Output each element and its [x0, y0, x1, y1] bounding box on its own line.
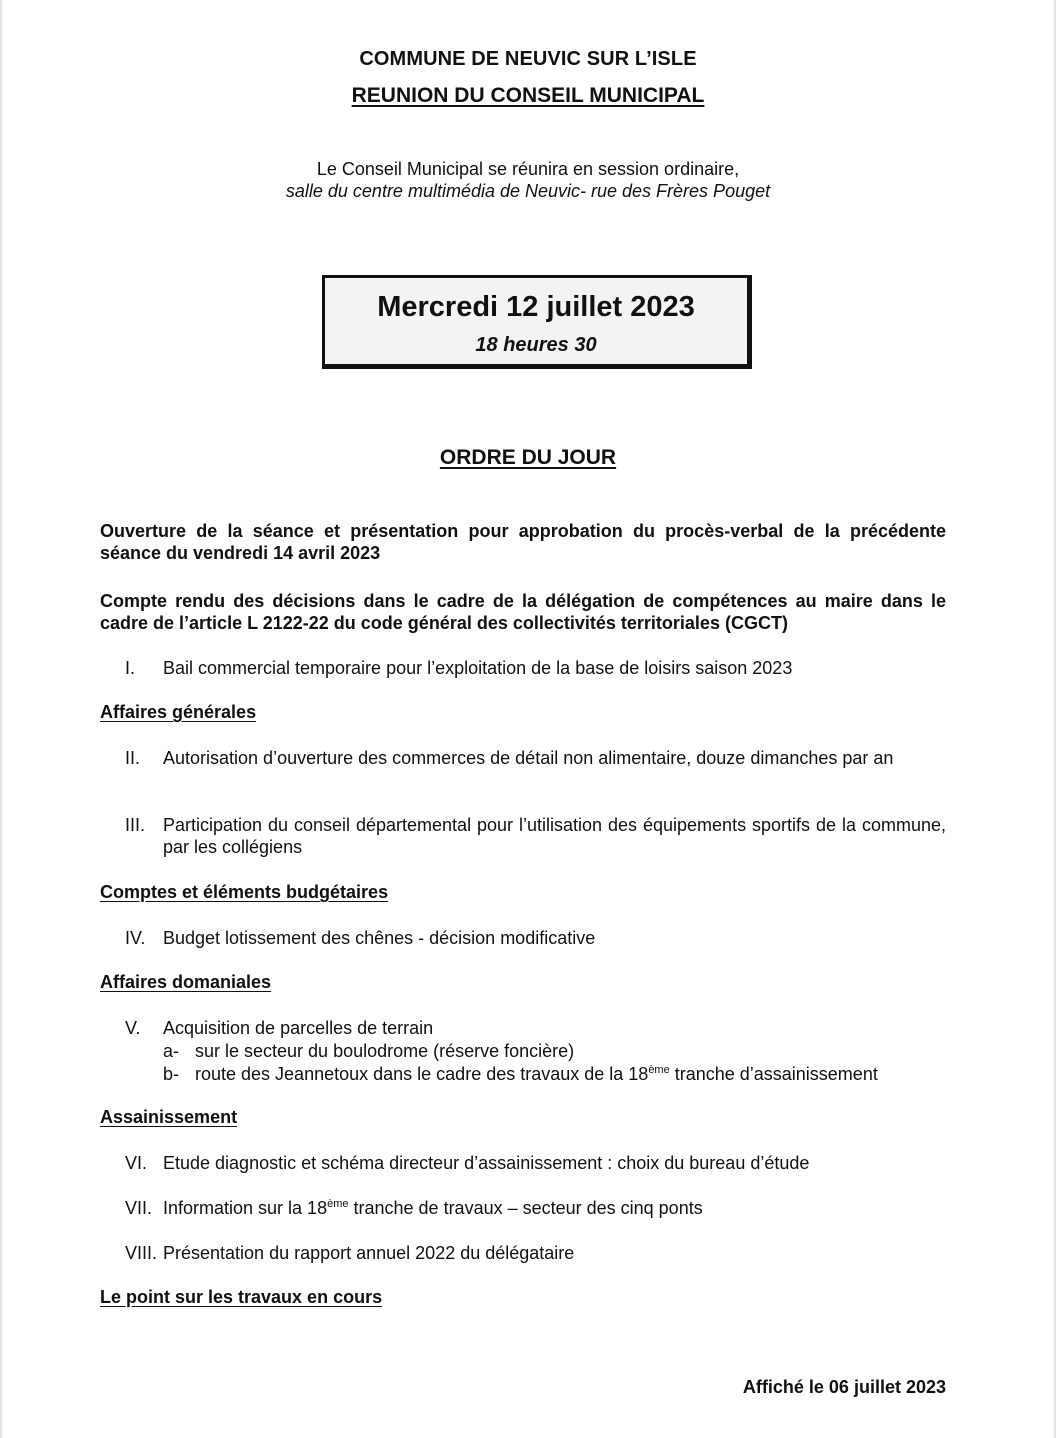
agenda-item-4	[125, 927, 946, 949]
item-text: Acquisition de parcelles de terrain	[163, 1018, 434, 1038]
item-number: VI.	[125, 1153, 148, 1173]
ordinal-superscript: ème	[327, 1198, 349, 1210]
agenda-item-2	[125, 747, 946, 769]
section-comptes-budgetaires: Comptes et éléments budgétaires	[100, 882, 389, 902]
agenda-item-6	[125, 1152, 946, 1174]
meeting-date-box	[322, 275, 752, 369]
section-assainissement: Assainissement	[100, 1107, 238, 1127]
item-number: VIII.	[125, 1243, 158, 1263]
section-affaires-generales: Affaires générales	[100, 702, 257, 722]
subitem-text: sur le secteur du boulodrome (réserve foncière)	[195, 1041, 575, 1061]
item-text: Budget lotissement des chênes - décision modificative	[163, 928, 596, 948]
commune-title: COMMUNE DE NEUVIC SUR L’ISLE	[359, 48, 697, 70]
item-text: Autorisation d’ouverture des commerces de détail non alimentaire, douze dimanches par an	[163, 748, 894, 768]
subitem-letter: b-	[163, 1064, 180, 1084]
item-number: IV.	[125, 928, 146, 948]
meeting-date: Mercredi 12 juillet 2023	[377, 291, 695, 323]
item-text: Etude diagnostic et schéma directeur d’assainissement : choix du bureau d’étude	[163, 1153, 810, 1173]
item-number: I.	[125, 658, 136, 678]
item-number: VII.	[125, 1198, 153, 1218]
item-number: III.	[125, 815, 146, 835]
meeting-time: 18 heures 30	[475, 334, 597, 356]
item-text: Bail commercial temporaire pour l’exploitation de la base de loisirs saison 2023	[163, 658, 793, 678]
item-text: Participation du conseil départemental pour l’utilisation des équipements sportifs de la commune, par les collégiens	[163, 815, 946, 857]
section-travaux-en-cours: Le point sur les travaux en cours	[100, 1287, 383, 1307]
agenda-item-5	[125, 1017, 946, 1039]
opening-paragraph: Ouverture de la séance et présentation pour approbation du procès-verbal de la précédente séance du vendredi 14 avril 2023	[100, 521, 946, 563]
meeting-title: REUNION DU CONSEIL MUNICIPAL	[351, 84, 705, 107]
ordinal-superscript: ème	[648, 1064, 670, 1076]
item-text-end: tranche de travaux – secteur des cinq ponts	[348, 1198, 703, 1218]
item-text: Présentation du rapport annuel 2022 du délégataire	[163, 1243, 575, 1263]
agenda-subitem-b	[163, 1063, 878, 1085]
intro-line-2: salle du centre multimédia de Neuvic- rue des Frères Pouget	[285, 181, 771, 201]
subitem-text: route des Jeannetoux dans le cadre des travaux de la 18	[195, 1064, 649, 1084]
section-affaires-domaniales: Affaires domaniales	[100, 972, 272, 992]
agenda-item-3	[125, 814, 946, 858]
subitem-text-end: tranche d’assainissement	[669, 1064, 878, 1084]
intro-line-1: Le Conseil Municipal se réunira en session ordinaire,	[316, 159, 740, 179]
agenda-subitem-a	[163, 1040, 574, 1062]
item-text-start: Information sur la 18	[163, 1198, 328, 1218]
compte-rendu-paragraph: Compte rendu des décisions dans le cadre de la délégation de compétences au maire dans le cadre de l’article L 2122-22 du code général des collectivités territoriales (CGCT)	[100, 591, 946, 633]
agenda-item-1	[125, 657, 946, 679]
agenda-item-8	[125, 1242, 946, 1264]
subitem-letter: a-	[163, 1041, 180, 1061]
item-text	[163, 1197, 946, 1219]
agenda-title: ORDRE DU JOUR	[439, 446, 617, 469]
agenda-item-7	[125, 1197, 946, 1219]
item-number: V.	[125, 1018, 141, 1038]
item-number: II.	[125, 748, 141, 768]
posting-date: Affiché le 06 juillet 2023	[742, 1377, 946, 1397]
page-edge-left	[0, 0, 2, 1438]
